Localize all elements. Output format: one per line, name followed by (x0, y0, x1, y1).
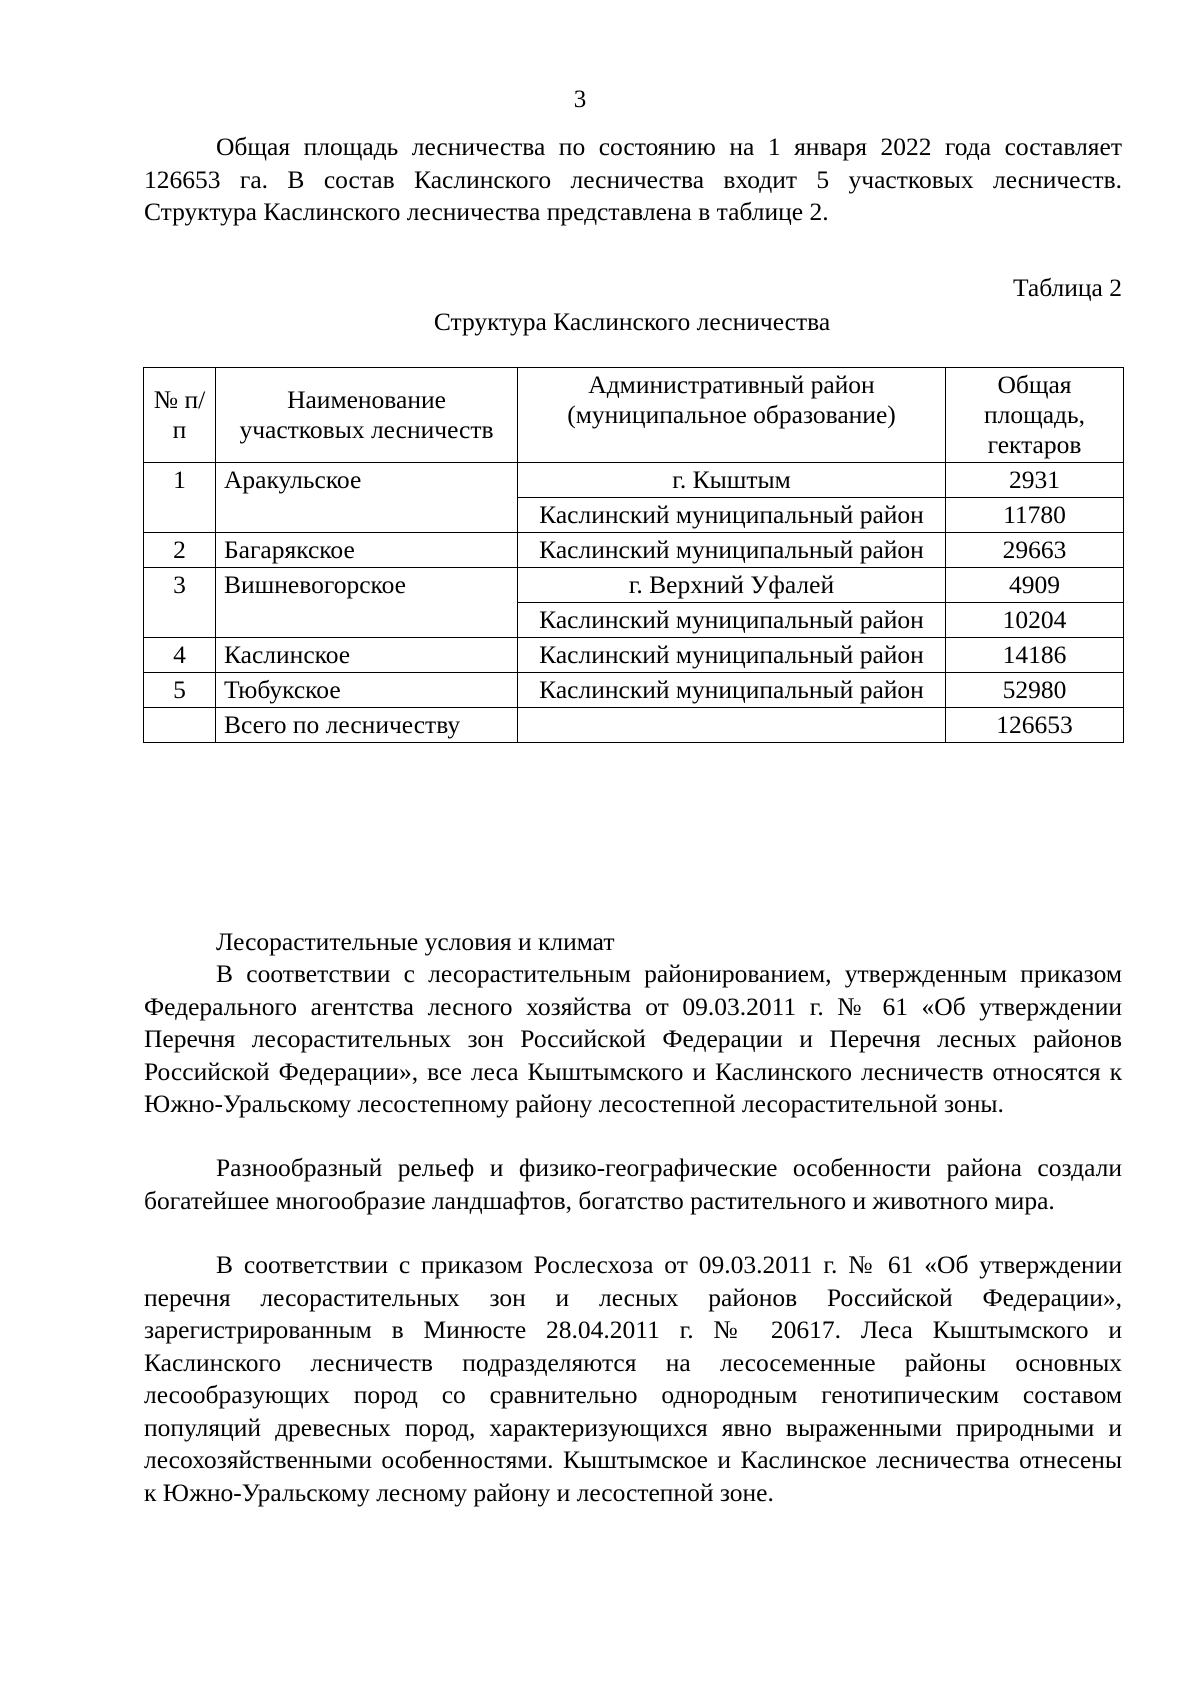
table-row (144, 568, 1124, 603)
body-paragraph-2: Разнообразный рельеф и физико-географические особенности района создали богатейшее многообразие ландшафтов, богатство растительного и животного мира. (144, 1153, 1122, 1215)
row-area: 52980 (946, 673, 1124, 708)
row-name: Каслинское (216, 638, 518, 673)
table-total-row (144, 708, 1124, 743)
row-name: Багарякское (216, 533, 518, 568)
total-area: 126653 (946, 708, 1124, 743)
total-num (144, 708, 216, 743)
table-title: Структура Каслинского лесничества (433, 307, 831, 336)
forestry-structure-table (143, 367, 1124, 743)
row-district: г. Кыштым (518, 463, 946, 498)
page-number: 3 (573, 86, 587, 113)
total-label: Всего по лесничеству (216, 708, 518, 743)
header-name: Наименование участковых лесничеств (216, 368, 518, 463)
row-num: 2 (144, 533, 216, 568)
row-name: Тюбукское (216, 673, 518, 708)
body-paragraph-1: В соответствии с лесорастительным районированием, утвержденным приказом Федерального агентства лесного хозяйства от 09.03.2011 г. № 61 «Об утверждении Перечня лесорастительных зон Российской Федерации и Перечня лесных районов Российской Федерации», все леса Кыштымского и Каслинского лесничеств относятся к Южно-Уральскому лесостепному району лесостепной лесорастительной зоны. (144, 959, 1122, 1118)
table-row (144, 533, 1124, 568)
row-area: 4909 (946, 568, 1124, 603)
row-num: 5 (144, 673, 216, 708)
header-district: Административный район (муниципальное образование) (518, 368, 946, 463)
row-district: Каслинский муниципальный район (518, 533, 946, 568)
row-area: 11780 (946, 498, 1124, 533)
row-name: Вишневогорское (216, 568, 518, 638)
row-district: г. Верхний Уфалей (518, 568, 946, 603)
section-heading: Лесорастительные условия и климат (216, 927, 615, 956)
table-label: Таблица 2 (1012, 273, 1122, 302)
row-num: 4 (144, 638, 216, 673)
row-num: 3 (144, 568, 216, 638)
row-area: 10204 (946, 603, 1124, 638)
total-district (518, 708, 946, 743)
row-district: Каслинский муниципальный район (518, 498, 946, 533)
row-num: 1 (144, 463, 216, 533)
row-area: 14186 (946, 638, 1124, 673)
table-header-row (144, 368, 1124, 463)
body-paragraph-3: В соответствии с приказом Рослесхоза от 09.03.2011 г. № 61 «Об утверждении перечня лесорастительных зон и лесных районов Российской Федерации», зарегистрированным в Минюсте 28.04.2011 г. № 20617. Леса Кыштымского и Каслинского лесничеств подразделяются на лесосеменные районы основных лесообразующих пород со сравнительно однородным генотипическим составом популяций древесных пород, характеризующихся явно выраженными природными и лесохозяйственными особенностями. Кыштымское и Каслинское лесничества отнесены к Южно-Уральскому лесному району и лесостепной зоне. (144, 1250, 1122, 1507)
row-area: 29663 (946, 533, 1124, 568)
intro-paragraph: Общая площадь лесничества по состоянию на 1 января 2022 года составляет 126653 га. В состав Каслинского лесничества входит 5 участковых лесничеств. Структура Каслинского лесничества представлена в таблице 2. (144, 132, 1122, 226)
table-row (144, 463, 1124, 498)
header-area: Общая площадь, гектаров (946, 368, 1124, 463)
header-num: № п/п (144, 368, 216, 463)
row-district: Каслинский муниципальный район (518, 603, 946, 638)
row-district: Каслинский муниципальный район (518, 673, 946, 708)
row-name: Аракульское (216, 463, 518, 533)
row-area: 2931 (946, 463, 1124, 498)
table-row (144, 638, 1124, 673)
row-district: Каслинский муниципальный район (518, 638, 946, 673)
table-row (144, 673, 1124, 708)
